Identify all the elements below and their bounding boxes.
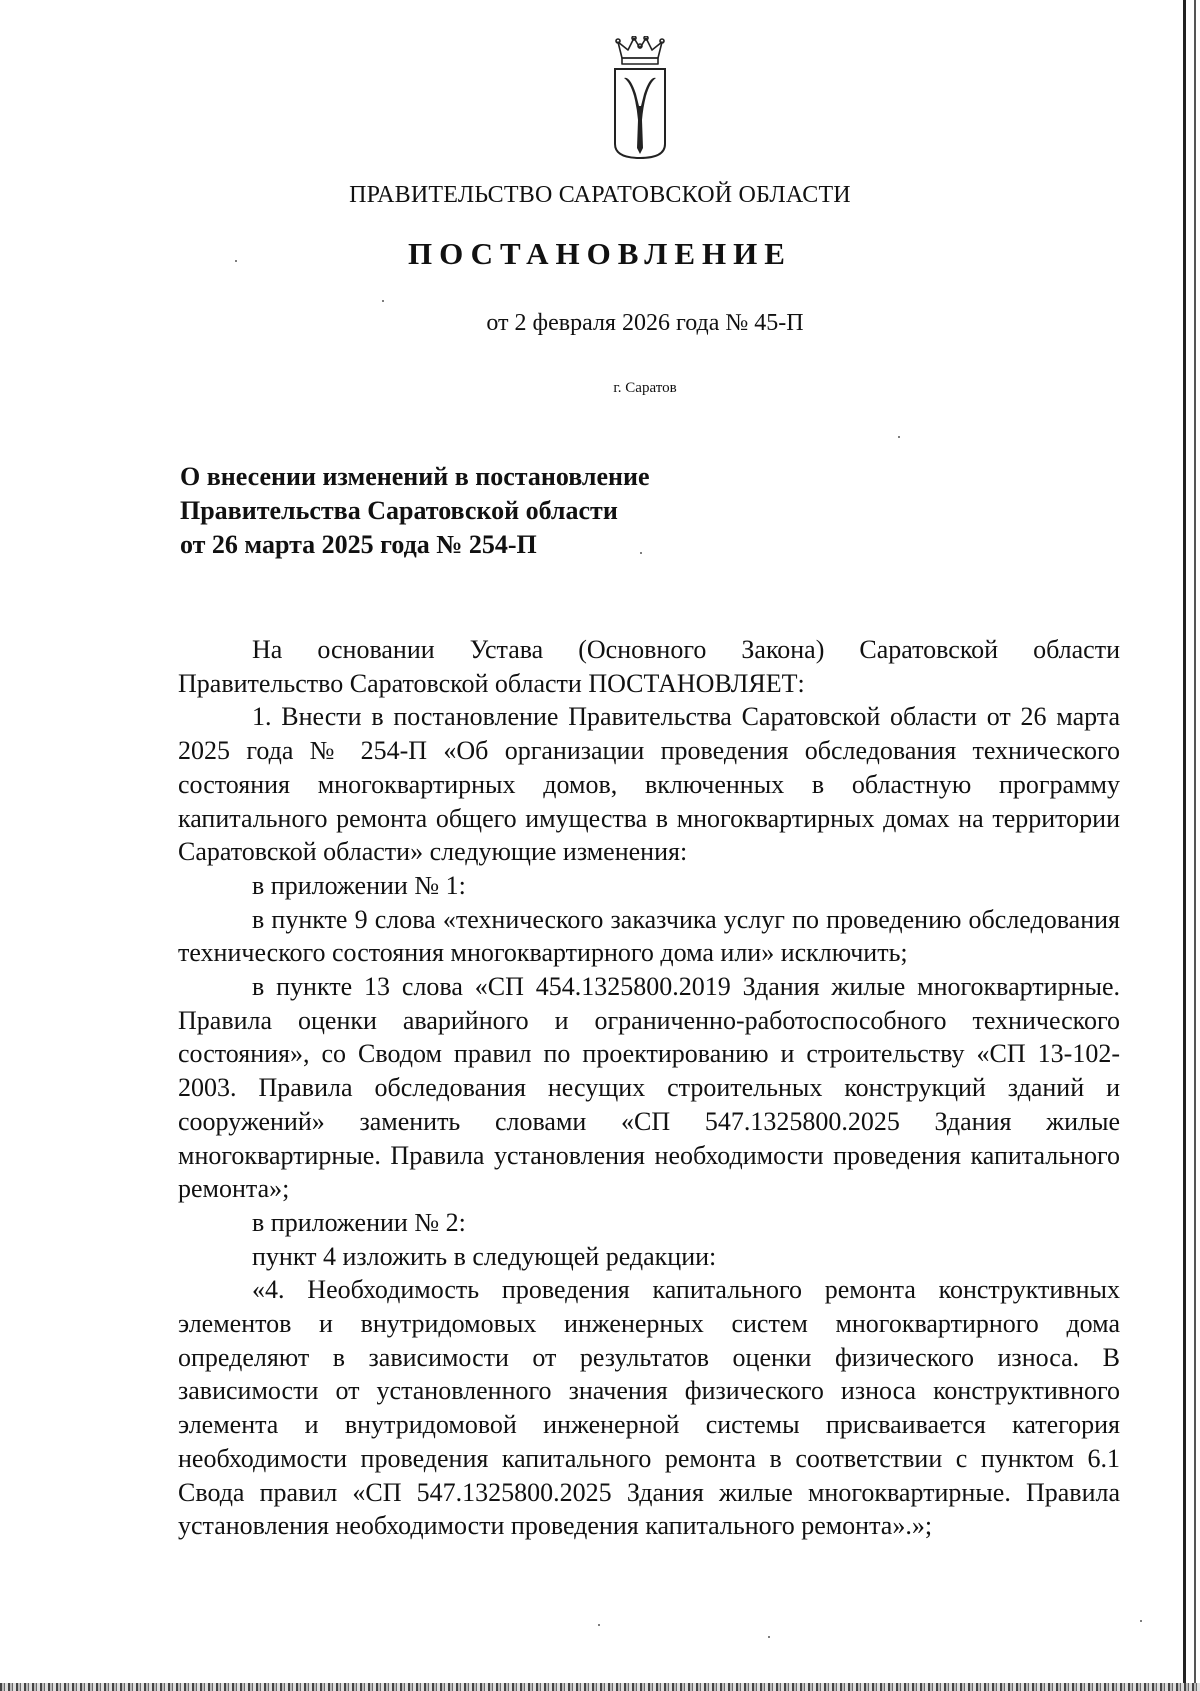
saratov-coat-of-arms-icon (610, 36, 670, 160)
body-paragraph: в пункте 9 слова «технического заказчика услуг по проведению обследования технического состояния многоквартирного дома или» исключить; (178, 904, 1120, 968)
scan-edge (1183, 0, 1186, 1691)
scan-speck (640, 552, 642, 554)
body-paragraph: «4. Необходимость проведения капитального ремонта конструктивных элементов и внутридомовых инженерных систем многоквартирного дома определяют в зависимости от результатов оценки физического износа. В зависимости от установленного значения физического износа конструктивного элемента и внутридомовой инженерной системы присваивается категория необходимости проведения капитального ремонта в соответствии с пунктом 6.1 Свода правил «СП 547.1325800.2025 Здания жилые многоквартирные. Правила установления необходимости проведения капитального ремонта».»; (178, 1275, 1120, 1541)
title-line: от 26 марта 2025 года № 254-П (180, 530, 537, 559)
scan-edge (0, 1683, 1200, 1691)
body-paragraph: в приложении № 1: (252, 870, 466, 900)
document-title (180, 460, 780, 562)
title-line: О внесении изменений в постановление (180, 462, 650, 491)
scan-speck (768, 1636, 770, 1638)
scan-speck (382, 300, 384, 302)
document-type: ПОСТАНОВЛЕНИЕ (408, 236, 792, 271)
document-body (178, 633, 1120, 1543)
document-city: г. Саратов (613, 380, 677, 396)
scan-speck (898, 436, 900, 438)
scan-edge (1194, 0, 1196, 1691)
title-line: Правительства Саратовской области (180, 496, 618, 525)
body-paragraph: в приложении № 2: (252, 1207, 466, 1237)
body-paragraph: На основании Устава (Основного Закона) Саратовской области Правительство Саратовской области ПОСТАНОВЛЯЕТ: (178, 635, 1120, 698)
government-name: ПРАВИТЕЛЬСТВО САРАТОВСКОЙ ОБЛАСТИ (349, 182, 851, 208)
scan-speck (1140, 1620, 1142, 1622)
scan-speck (235, 260, 237, 262)
document-date-number: от 2 февраля 2026 года № 45-П (486, 310, 804, 336)
scan-speck (598, 1624, 600, 1626)
body-paragraph: 1. Внести в постановление Правительства Саратовской области от 26 марта 2025 года № 254-П «Об организации проведения обследования технического состояния многоквартирных домов, включенных в областную программу капитального ремонта общего имущества в многоквартирных домах на территории Саратовской области» следующие изменения: (178, 702, 1120, 867)
body-paragraph: пункт 4 изложить в следующей редакции: (252, 1241, 717, 1271)
body-paragraph: в пункте 13 слова «СП 454.1325800.2019 Здания жилые многоквартирные. Правила оценки аварийного и ограниченно-работоспособного технического состояния», со Сводом правил по проектированию и строительству «СП 13-102-2003. Правила обследования несущих строительных конструкций зданий и сооружений» заменить словами «СП 547.1325800.2025 Здания жилые многоквартирные. Правила установления необходимости проведения капитального ремонта»; (178, 972, 1120, 1204)
